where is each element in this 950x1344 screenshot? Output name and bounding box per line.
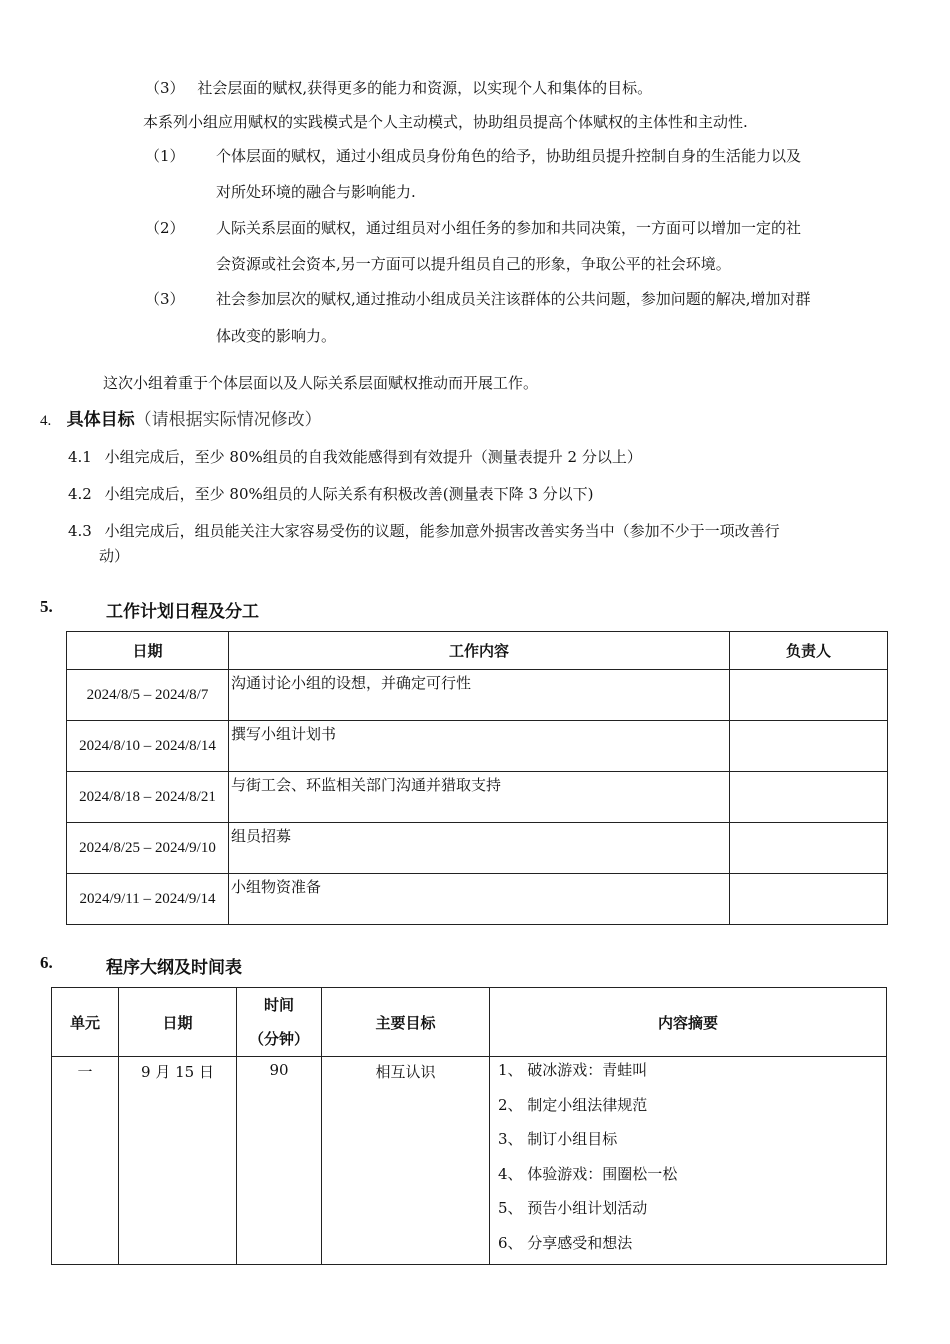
program-schedule-table	[51, 987, 887, 1265]
goal-num: 4.1	[68, 448, 92, 466]
list-item: 1、 破冰游戏：青蛙叫	[498, 1061, 648, 1079]
table-header-row	[52, 988, 887, 1057]
row-owner	[730, 823, 888, 874]
section-6-title: 程序大纲及时间表	[106, 958, 242, 978]
section-6-heading	[40, 953, 242, 978]
list-item: 3、 制订小组目标	[498, 1130, 618, 1148]
focus-text: 这次小组着重于个体层面以及人际关系层面赋权推动而开展工作。	[103, 374, 539, 392]
row-goal: 相互认识	[322, 1057, 490, 1265]
level-3-line1: 社会参加层次的赋权,通过推动小组成员关注该群体的公共问题，参加问题的解决,增加对群	[216, 290, 811, 308]
goal-4-3-cont: 动）	[99, 547, 130, 565]
row-owner	[730, 670, 888, 721]
row-work: 撰写小组计划书	[229, 721, 730, 772]
goal-text: 小组完成后，至少 80%组员的自我效能感得到有效提升（测量表提升 2 分以上）	[104, 448, 642, 466]
section-5-num: 5.	[40, 597, 53, 616]
list-item: 5、 预告小组计划活动	[498, 1199, 648, 1217]
section-4-title: 具体目标	[66, 410, 135, 430]
goal-4-2	[68, 484, 594, 504]
section-6-num: 6.	[40, 953, 53, 972]
row-work: 沟通讨论小组的设想，并确定可行性	[229, 670, 730, 721]
header-unit: 单元	[52, 988, 119, 1057]
row-owner	[730, 772, 888, 823]
level-2-num: （2）	[145, 219, 185, 237]
header-goal: 主要目标	[322, 988, 490, 1057]
goal-4-3	[68, 521, 780, 541]
intro-item-3-num: （3）	[145, 79, 185, 97]
table-header-row	[67, 632, 888, 670]
level-2-line1: 人际关系层面的赋权，通过组员对小组任务的参加和共同决策，一方面可以增加一定的社	[216, 219, 802, 237]
row-owner	[730, 874, 888, 925]
table-row	[52, 1057, 887, 1265]
header-date: 日期	[119, 988, 237, 1057]
row-unit: 一	[52, 1057, 119, 1265]
level-3-line2: 体改变的影响力。	[216, 327, 337, 345]
list-item: 2、 制定小组法律规范	[498, 1095, 648, 1114]
table-row	[67, 823, 888, 874]
goal-text: 小组完成后，组员能关注大家容易受伤的议题，能参加意外损害改善实务当中（参加不少于一项改善行	[104, 522, 780, 540]
table-row	[67, 874, 888, 925]
section-4-num: 4.	[40, 413, 52, 429]
table-row	[67, 772, 888, 823]
work-plan-table	[66, 631, 888, 925]
section-5-title: 工作计划日程及分工	[106, 602, 259, 622]
row-work: 组员招募	[229, 823, 730, 874]
intro-item-3-text: 社会层面的赋权,获得更多的能力和资源，以实现个人和集体的目标。	[197, 79, 653, 97]
list-item: 6、 分享感受和想法	[498, 1233, 633, 1252]
row-date: 2024/8/10 – 2024/8/14	[67, 721, 229, 772]
goal-text: 小组完成后，至少 80%组员的人际关系有积极改善(测量表下降 3 分以下)	[104, 485, 594, 503]
header-time-label: 时间	[263, 996, 294, 1014]
row-date: 2024/8/18 – 2024/8/21	[67, 772, 229, 823]
intro-item-3	[145, 78, 652, 98]
section-4-note: （请根据实际情况修改）	[134, 410, 322, 430]
level-1-line1: 个体层面的赋权，通过小组成员身份角色的给予，协助组员提升控制自身的生活能力以及	[216, 147, 802, 165]
level-2-line2: 会资源或社会资本,另一方面可以提升组员自己的形象，争取公平的社会环境。	[216, 255, 731, 273]
row-work: 与街工会、环监相关部门沟通并猎取支持	[229, 772, 730, 823]
goal-4-1	[68, 447, 642, 467]
row-date: 2024/8/5 – 2024/8/7	[67, 670, 229, 721]
row-date: 9 月 15 日	[119, 1057, 237, 1265]
row-date: 2024/9/11 – 2024/9/14	[67, 874, 229, 925]
row-date: 2024/8/25 – 2024/9/10	[67, 823, 229, 874]
header-work: 工作内容	[229, 632, 730, 670]
practice-model-text: 本系列小组应用赋权的实践模式是个人主动模式，协助组员提高个体赋权的主体性和主动性.	[143, 113, 748, 131]
level-3-num: （3）	[145, 290, 185, 308]
list-item: 4、 体验游戏：围圈松一松	[498, 1164, 678, 1183]
goal-num: 4.2	[68, 485, 92, 503]
header-time	[237, 988, 322, 1057]
table-row	[67, 721, 888, 772]
row-time: 90	[237, 1057, 322, 1265]
table-row	[67, 670, 888, 721]
section-4-heading	[40, 410, 322, 431]
header-owner: 负责人	[730, 632, 888, 670]
level-1-line2: 对所处环境的融合与影响能力.	[216, 183, 416, 201]
row-owner	[730, 721, 888, 772]
row-work: 小组物资准备	[229, 874, 730, 925]
level-1-num: （1）	[145, 147, 185, 165]
header-summary: 内容摘要	[490, 988, 887, 1057]
goal-num: 4.3	[68, 522, 92, 540]
header-date: 日期	[67, 632, 229, 670]
header-time-unit: （分钟）	[248, 1030, 309, 1048]
row-summary	[490, 1057, 887, 1265]
section-5-heading	[40, 597, 259, 622]
